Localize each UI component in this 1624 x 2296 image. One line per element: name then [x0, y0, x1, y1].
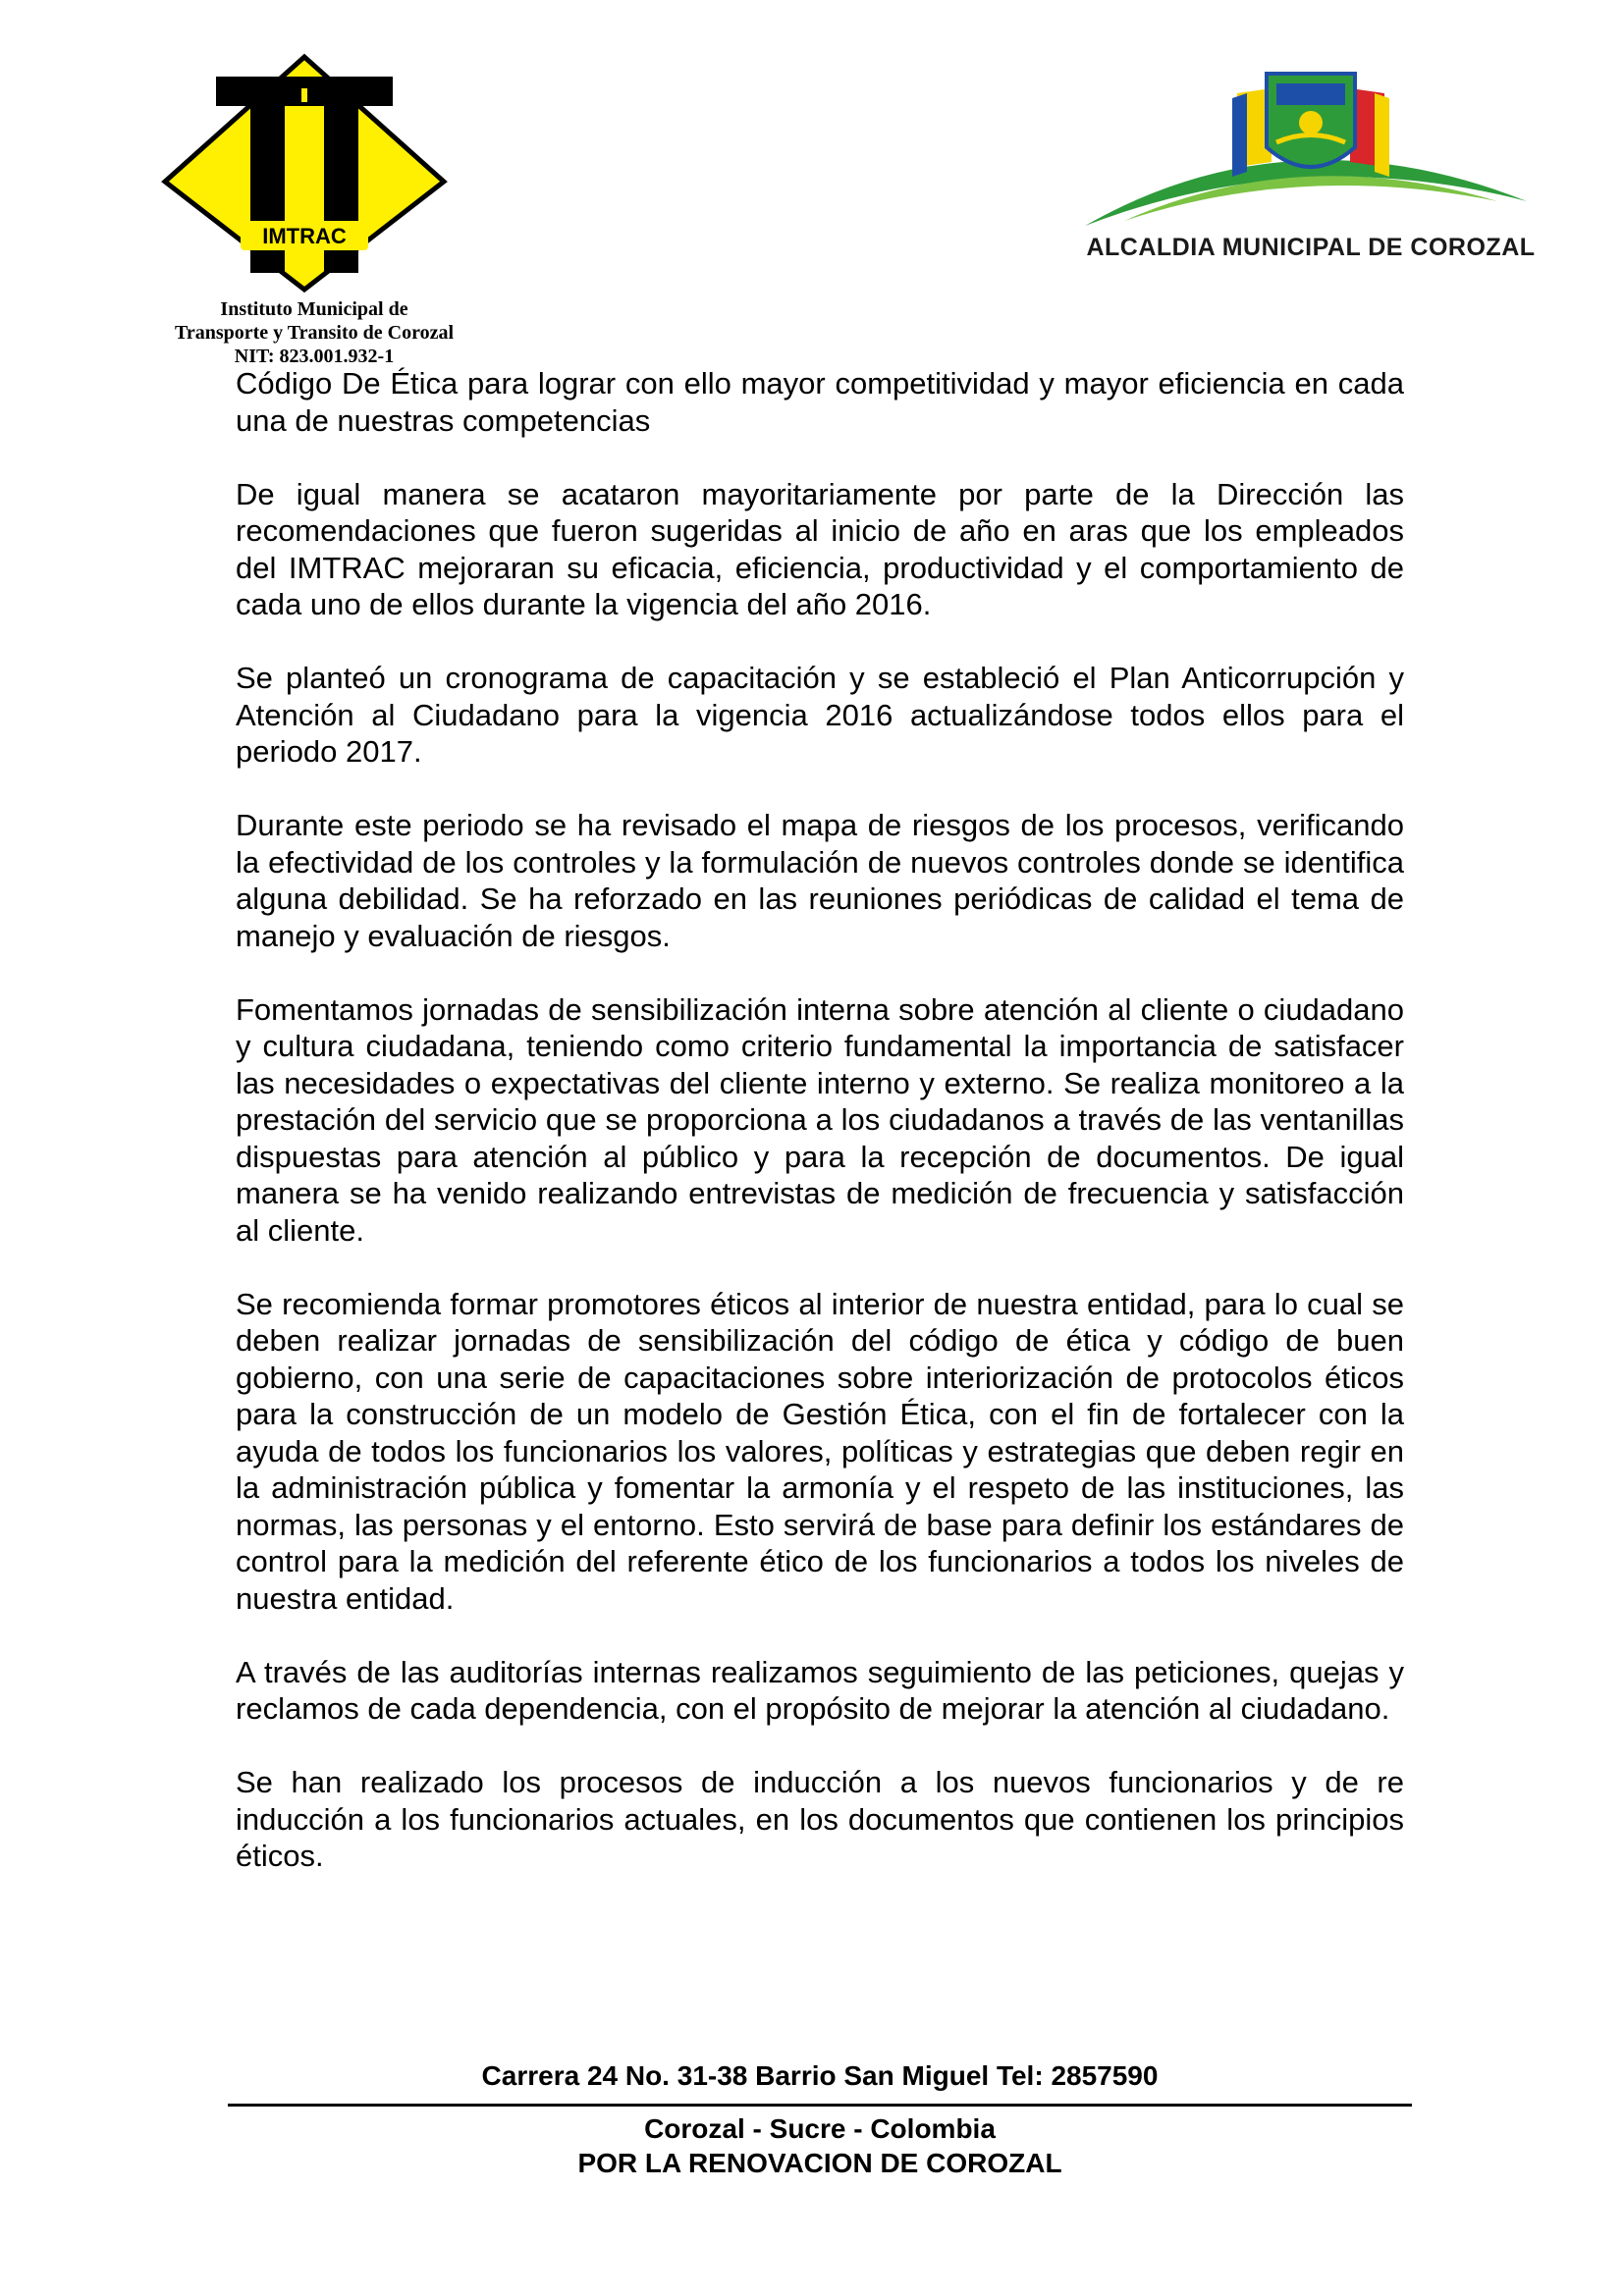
- document-body: [236, 365, 1404, 1911]
- paragraph: De igual manera se acataron mayoritariamente por parte de la Dirección las recomendaciones que fueron sugeridas al inicio de año en aras que los empleados del IMTRAC mejoraran su eficacia, eficiencia, productividad y el comportamiento de cada uno de ellos durante la vigencia del año 2016.: [236, 476, 1404, 621]
- org-name-line-1: Instituto Municipal de: [220, 298, 408, 320]
- paragraph: Se recomienda formar promotores éticos al interior de nuestra entidad, para lo cual se deben realizar jornadas de sensibilización del código de ética y código de buen gobierno, con una serie de capacitaciones sobre interiorización de protocolos éticos para la construcción de un modelo de Gestión Ética, con el fin de fortalecer con la ayuda de todos los funcionarios los valores, políticas y estrategias que deben regir en la administración pública y fomentar la armonía y el respeto de las instituciones, las normas, las personas y el entorno. Esto servirá de base para definir los estándares de control para la medición del referente ético de los funcionarios a todos los niveles de nuestra entidad.: [236, 1286, 1404, 1616]
- footer-city: Corozal - Sucre - Colombia: [644, 2113, 996, 2144]
- imtrac-logo: [157, 49, 452, 294]
- alcaldia-logo: [1065, 54, 1556, 260]
- paragraph: Se han realizado los procesos de inducción a los nuevos funcionarios y de re inducción a los funcionarios actuales, en los documentos que contienen los principios éticos.: [236, 1765, 1404, 1873]
- paragraph: Durante este periodo se ha revisado el mapa de riesgos de los procesos, verificando la efectividad de los controles y la formulación de nuevos controles donde se identifica alguna debilidad. Se ha reforzado en las reuniones periódicas de calidad el tema de manejo y evaluación de riesgos.: [236, 808, 1404, 953]
- alcaldia-label: ALCALDIA MUNICIPAL DE COROZAL: [1086, 234, 1536, 261]
- footer-divider: [228, 2104, 1412, 2107]
- organization-info: [108, 297, 520, 368]
- paragraph: Fomentamos jornadas de sensibilización interna sobre atención al cliente o ciudadano y cultura ciudadana, teniendo como criterio fundamental la importancia de satisfacer las necesidades o expectativas del cliente interno y externo. Se realiza monitoreo a la prestación del servicio que se proporciona a los ciudadanos a través de las ventanillas dispuestas para atención al público y para la recepción de documentos. De igual manera se ha venido realizando entrevistas de medición de frecuencia y satisfacción al cliente.: [236, 991, 1404, 1248]
- paragraph: Se planteó un cronograma de capacitación y se estableció el Plan Anticorrupción y Atención al Ciudadano para la vigencia 2016 actualizándose todos ellos para el periodo 2017.: [236, 661, 1404, 769]
- imtrac-logo-text: IMTRAC: [262, 224, 347, 248]
- footer-slogan: POR LA RENOVACION DE COROZAL: [577, 2148, 1062, 2178]
- org-name-line-2: Transporte y Transito de Corozal: [174, 322, 455, 344]
- footer-address: Carrera 24 No. 31-38 Barrio San Miguel Tel: 2857590: [481, 2060, 1159, 2091]
- paragraph: Código De Ética para lograr con ello mayor competitividad y mayor eficiencia en cada una de nuestras competencias: [236, 366, 1404, 438]
- org-nit-line: NIT: 823.001.932-1: [234, 346, 395, 367]
- paragraph: A través de las auditorías internas realizamos seguimiento de las peticiones, quejas y reclamos de cada dependencia, con el propósito de mejorar la atención al ciudadano.: [236, 1654, 1404, 1726]
